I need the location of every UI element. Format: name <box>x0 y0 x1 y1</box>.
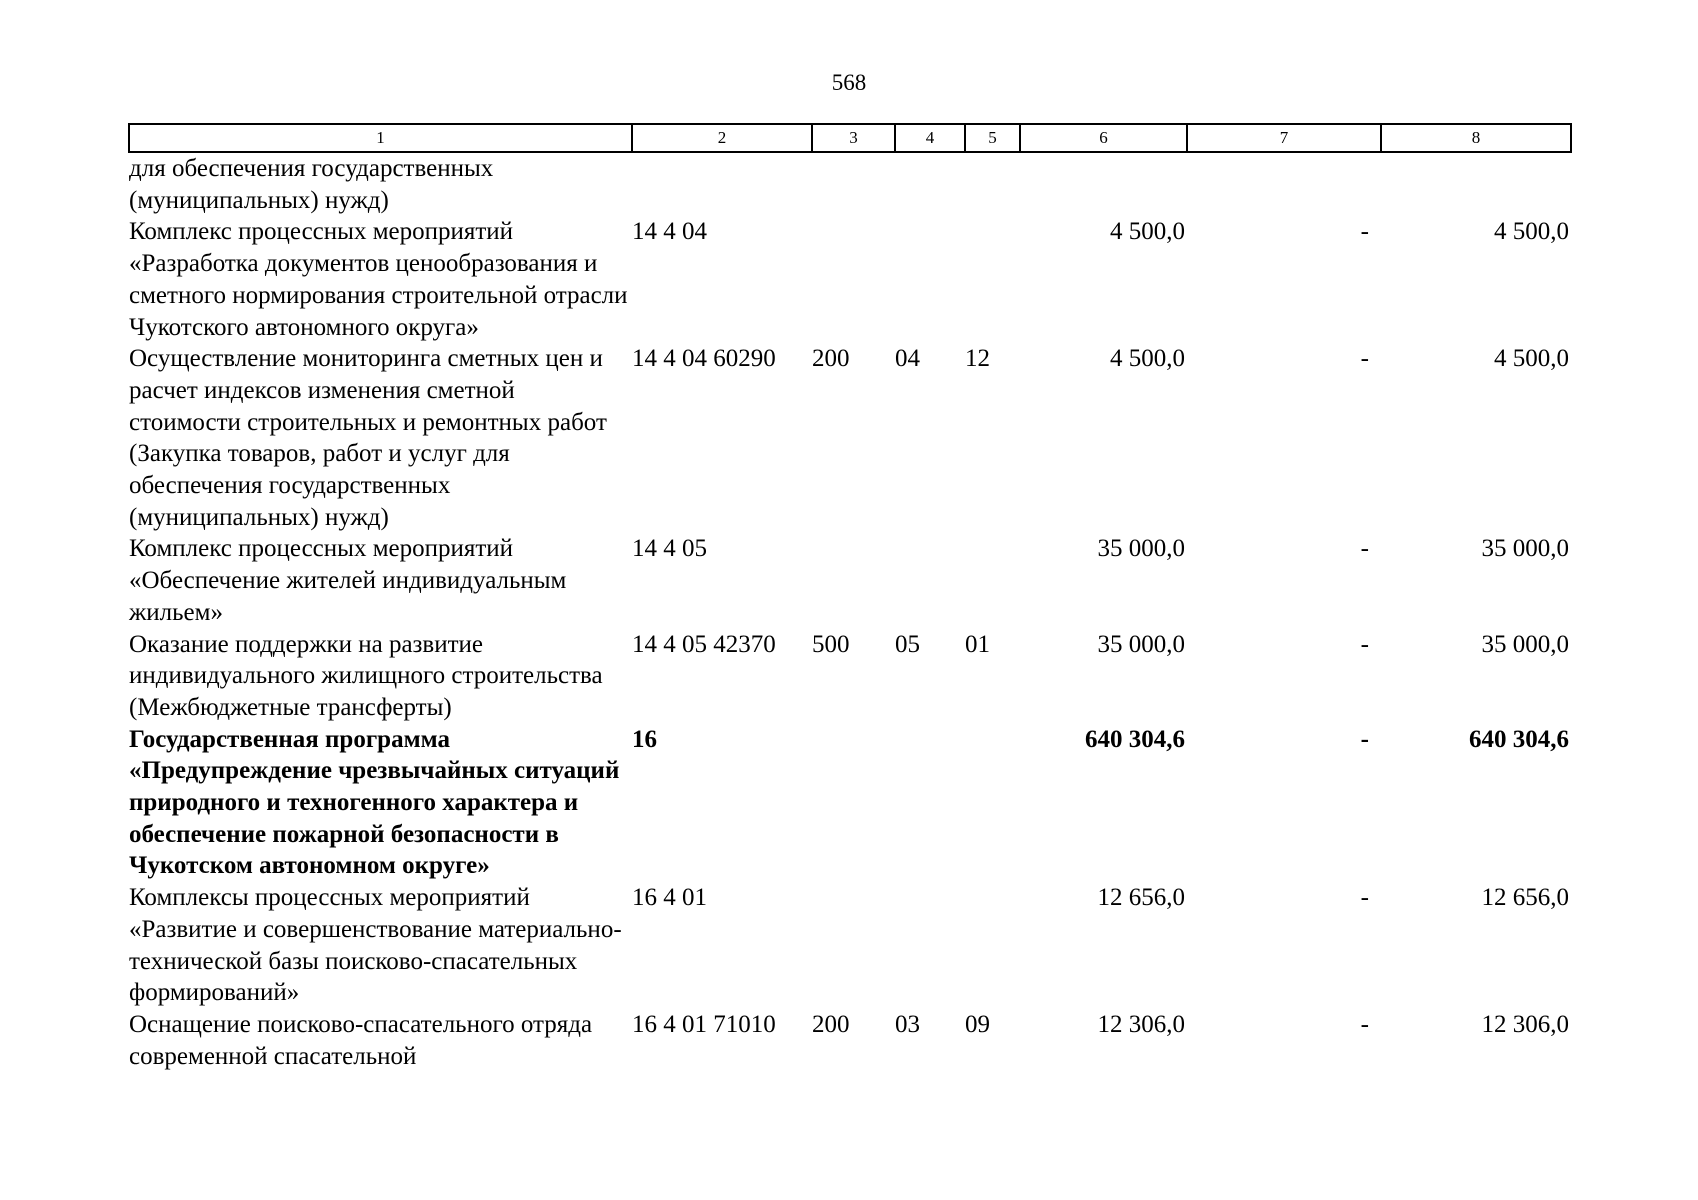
table-row <box>129 1009 1571 1072</box>
row-code: 16 4 01 71010 <box>632 1010 776 1038</box>
row-col-4 <box>895 882 965 1009</box>
table-row <box>129 216 1571 343</box>
row-name: Оказание поддержки на развитие индивидуального жилищного строительства (Межбюджетные трансферты) <box>129 630 603 721</box>
header-col-2: 2 <box>632 124 812 152</box>
row-col-5 <box>965 533 1020 628</box>
row-code: 14 4 05 42370 <box>632 630 776 658</box>
table-body <box>129 152 1571 1072</box>
row-col-6: 35 000,0 <box>1097 630 1185 658</box>
row-col-3 <box>812 882 895 1009</box>
table-row <box>129 533 1571 628</box>
row-col-4 <box>895 533 965 628</box>
table-row <box>129 882 1571 1009</box>
row-name: для обеспечения государственных (муниципальных) нужд) <box>129 155 494 214</box>
row-code <box>632 152 812 216</box>
header-col-8: 8 <box>1381 124 1571 152</box>
row-col-7: - <box>1360 725 1369 753</box>
row-col-5: 01 <box>965 630 990 658</box>
page-number: 568 <box>831 70 867 95</box>
row-col-5 <box>965 724 1020 883</box>
header-col-6: 6 <box>1020 124 1187 152</box>
header-col-7: 7 <box>1187 124 1381 152</box>
row-col-4 <box>895 216 965 343</box>
budget-table <box>128 123 1572 1072</box>
row-col-6: 4 500,0 <box>1110 345 1185 373</box>
header-col-3: 3 <box>812 124 895 152</box>
row-col-6 <box>1020 152 1187 216</box>
table-row <box>129 629 1571 724</box>
row-col-7: - <box>1360 884 1369 912</box>
row-col-7: - <box>1360 535 1369 563</box>
header-col-4: 4 <box>895 124 965 152</box>
row-col-4: 03 <box>895 1010 920 1038</box>
row-col-7: - <box>1360 1010 1369 1038</box>
row-col-5: 12 <box>965 345 990 373</box>
row-col-6: 640 304,6 <box>1085 725 1185 753</box>
row-col-3 <box>812 152 895 216</box>
row-col-8: 12 306,0 <box>1481 1010 1569 1038</box>
row-col-8: 4 500,0 <box>1494 218 1569 246</box>
table-header <box>129 124 1571 152</box>
row-col-7: - <box>1360 345 1369 373</box>
row-code: 14 4 04 <box>632 218 707 246</box>
row-col-8: 12 656,0 <box>1481 884 1569 912</box>
row-col-8: 4 500,0 <box>1494 345 1569 373</box>
row-col-8 <box>1381 152 1571 216</box>
row-code: 16 4 01 <box>632 884 707 912</box>
row-col-5 <box>965 152 1020 216</box>
row-col-3 <box>812 533 895 628</box>
row-name: Комплексы процессных мероприятий «Развитие и совершенствование материально-технической базы поисково-спасательных формирований» <box>129 884 622 1007</box>
row-name: Оснащение поисково-спасательного отряда современной спасательной <box>129 1010 593 1070</box>
row-code: 14 4 04 60290 <box>632 345 776 373</box>
row-name: Осуществление мониторинга сметных цен и расчет индексов изменения сметной стоимости строительных и ремонтных работ (Закупка товаров, работ и услуг для обеспечения государственных (муниципальных) нужд) <box>129 345 607 531</box>
row-col-3: 200 <box>812 1010 850 1038</box>
row-col-3 <box>812 216 895 343</box>
table-row <box>129 343 1571 533</box>
row-col-7: - <box>1360 218 1369 246</box>
row-col-8: 35 000,0 <box>1481 630 1569 658</box>
row-col-7: - <box>1360 630 1369 658</box>
row-col-5 <box>965 882 1020 1009</box>
row-code: 16 <box>632 725 657 753</box>
row-col-5: 09 <box>965 1010 990 1038</box>
row-col-3 <box>812 724 895 883</box>
row-col-4 <box>895 152 965 216</box>
row-col-8: 640 304,6 <box>1469 725 1569 753</box>
row-name: Комплекс процессных мероприятий «Обеспечение жителей индивидуальным жильем» <box>129 535 567 626</box>
row-col-6: 4 500,0 <box>1110 218 1185 246</box>
row-col-4 <box>895 724 965 883</box>
header-row <box>129 124 1571 152</box>
row-col-4: 05 <box>895 630 920 658</box>
row-col-3: 200 <box>812 345 850 373</box>
row-name: Комплекс процессных мероприятий «Разработка документов ценообразования и сметного нормирования строительной отрасли Чукотского автономного округа» <box>129 218 628 341</box>
row-col-5 <box>965 216 1020 343</box>
table-row <box>129 724 1571 883</box>
header-col-1: 1 <box>129 124 632 152</box>
row-name: Государственная программа «Предупреждение чрезвычайных ситуаций природного и техногенного характера и обеспечение пожарной безопасности в Чукотском автономном округе» <box>129 725 620 880</box>
row-col-8: 35 000,0 <box>1481 535 1569 563</box>
header-col-5: 5 <box>965 124 1020 152</box>
row-col-3: 500 <box>812 630 850 658</box>
table-row <box>129 152 1571 216</box>
row-col-6: 12 306,0 <box>1097 1010 1185 1038</box>
row-col-4: 04 <box>895 345 920 373</box>
row-col-6: 35 000,0 <box>1097 535 1185 563</box>
row-col-7 <box>1187 152 1381 216</box>
row-col-6: 12 656,0 <box>1097 884 1185 912</box>
row-code: 14 4 05 <box>632 535 707 563</box>
